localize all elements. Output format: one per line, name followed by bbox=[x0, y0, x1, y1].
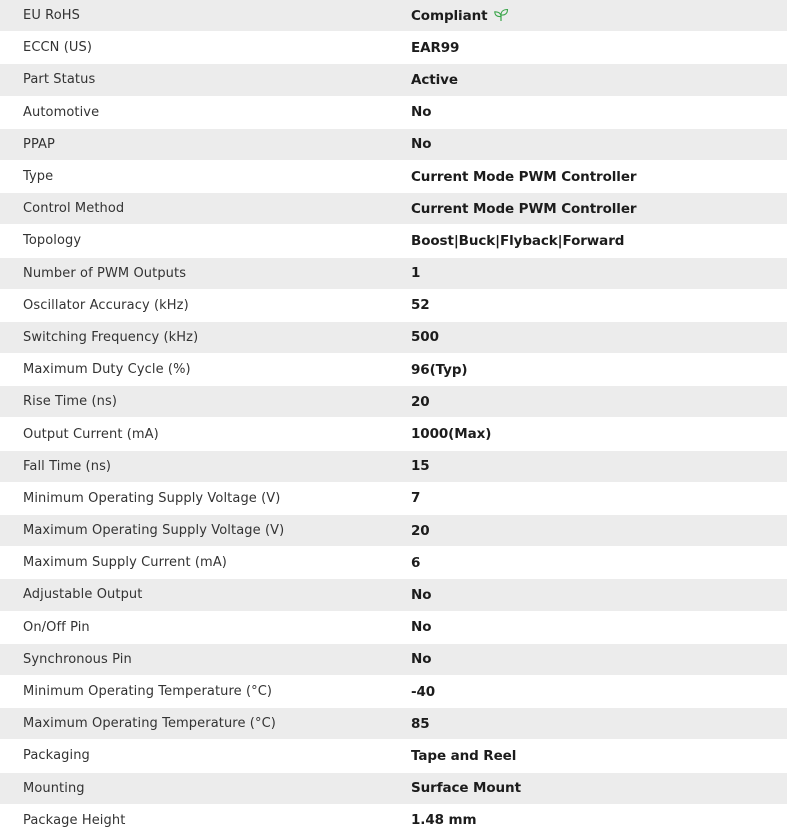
spec-value: Boost|Buck|Flyback|Forward bbox=[411, 225, 787, 257]
spec-row-rise-time bbox=[0, 386, 787, 418]
spec-value: Surface Mount bbox=[411, 772, 787, 804]
spec-label: Rise Time (ns) bbox=[0, 386, 411, 418]
spec-value: No bbox=[411, 611, 787, 643]
spec-row-on-off-pin bbox=[0, 611, 787, 643]
spec-row-synchronous-pin bbox=[0, 643, 787, 675]
spec-label: PPAP bbox=[0, 128, 411, 160]
spec-row-eu-rohs bbox=[0, 0, 787, 32]
spec-label: Topology bbox=[0, 225, 411, 257]
spec-row-mounting bbox=[0, 772, 787, 804]
spec-label: Adjustable Output bbox=[0, 579, 411, 611]
spec-value: 20 bbox=[411, 386, 787, 418]
spec-row-part-status bbox=[0, 64, 787, 96]
spec-row-min-temperature bbox=[0, 675, 787, 707]
spec-label: Part Status bbox=[0, 64, 411, 96]
spec-label: Number of PWM Outputs bbox=[0, 257, 411, 289]
spec-row-max-temperature bbox=[0, 708, 787, 740]
spec-value: 500 bbox=[411, 321, 787, 353]
spec-row-adjustable-output bbox=[0, 579, 787, 611]
spec-value: 1 bbox=[411, 257, 787, 289]
spec-value: Active bbox=[411, 64, 787, 96]
spec-label: Output Current (mA) bbox=[0, 418, 411, 450]
spec-row-topology bbox=[0, 225, 787, 257]
spec-row-eccn bbox=[0, 32, 787, 64]
spec-label: Maximum Duty Cycle (%) bbox=[0, 354, 411, 386]
spec-value: No bbox=[411, 128, 787, 160]
spec-label: Automotive bbox=[0, 96, 411, 128]
spec-row-packaging bbox=[0, 740, 787, 772]
spec-row-type bbox=[0, 160, 787, 192]
spec-value: 52 bbox=[411, 289, 787, 321]
spec-value: Tape and Reel bbox=[411, 740, 787, 772]
spec-row-max-supply-current bbox=[0, 547, 787, 579]
spec-value: Current Mode PWM Controller bbox=[411, 193, 787, 225]
spec-label: Maximum Operating Temperature (°C) bbox=[0, 708, 411, 740]
spec-value: -40 bbox=[411, 675, 787, 707]
spec-value: EAR99 bbox=[411, 32, 787, 64]
spec-row-switching-frequency bbox=[0, 321, 787, 353]
spec-row-ppap bbox=[0, 128, 787, 160]
spec-label: Oscillator Accuracy (kHz) bbox=[0, 289, 411, 321]
spec-label: Mounting bbox=[0, 772, 411, 804]
spec-label: Synchronous Pin bbox=[0, 643, 411, 675]
spec-label: Package Height bbox=[0, 804, 411, 836]
spec-value: 7 bbox=[411, 482, 787, 514]
spec-value: Current Mode PWM Controller bbox=[411, 160, 787, 192]
spec-row-min-supply-voltage bbox=[0, 482, 787, 514]
spec-value-cell bbox=[411, 0, 787, 32]
spec-value: No bbox=[411, 643, 787, 675]
spec-label: Maximum Operating Supply Voltage (V) bbox=[0, 515, 411, 547]
spec-label: Minimum Operating Temperature (°C) bbox=[0, 675, 411, 707]
spec-label: Packaging bbox=[0, 740, 411, 772]
spec-row-max-supply-voltage bbox=[0, 515, 787, 547]
spec-value: 1.48 mm bbox=[411, 804, 787, 836]
spec-row-fall-time bbox=[0, 450, 787, 482]
spec-row-oscillator-accuracy bbox=[0, 289, 787, 321]
spec-value: No bbox=[411, 579, 787, 611]
spec-label: EU RoHS bbox=[0, 0, 411, 32]
spec-value: No bbox=[411, 96, 787, 128]
spec-label: Maximum Supply Current (mA) bbox=[0, 547, 411, 579]
spec-row-automotive bbox=[0, 96, 787, 128]
spec-value: 96(Typ) bbox=[411, 354, 787, 386]
spec-label: Switching Frequency (kHz) bbox=[0, 321, 411, 353]
spec-label: On/Off Pin bbox=[0, 611, 411, 643]
spec-label: Control Method bbox=[0, 193, 411, 225]
spec-value: 15 bbox=[411, 450, 787, 482]
spec-value: 20 bbox=[411, 515, 787, 547]
spec-row-control-method bbox=[0, 193, 787, 225]
spec-label: Minimum Operating Supply Voltage (V) bbox=[0, 482, 411, 514]
spec-label: Fall Time (ns) bbox=[0, 450, 411, 482]
spec-row-package-height bbox=[0, 804, 787, 836]
spec-row-pwm-outputs bbox=[0, 257, 787, 289]
spec-value: 85 bbox=[411, 708, 787, 740]
spec-row-output-current bbox=[0, 418, 787, 450]
spec-row-max-duty-cycle bbox=[0, 354, 787, 386]
spec-value: 1000(Max) bbox=[411, 418, 787, 450]
leaf-icon bbox=[493, 8, 509, 22]
spec-label: Type bbox=[0, 160, 411, 192]
spec-label: ECCN (US) bbox=[0, 32, 411, 64]
spec-value: 6 bbox=[411, 547, 787, 579]
spec-value: Compliant bbox=[411, 7, 488, 24]
